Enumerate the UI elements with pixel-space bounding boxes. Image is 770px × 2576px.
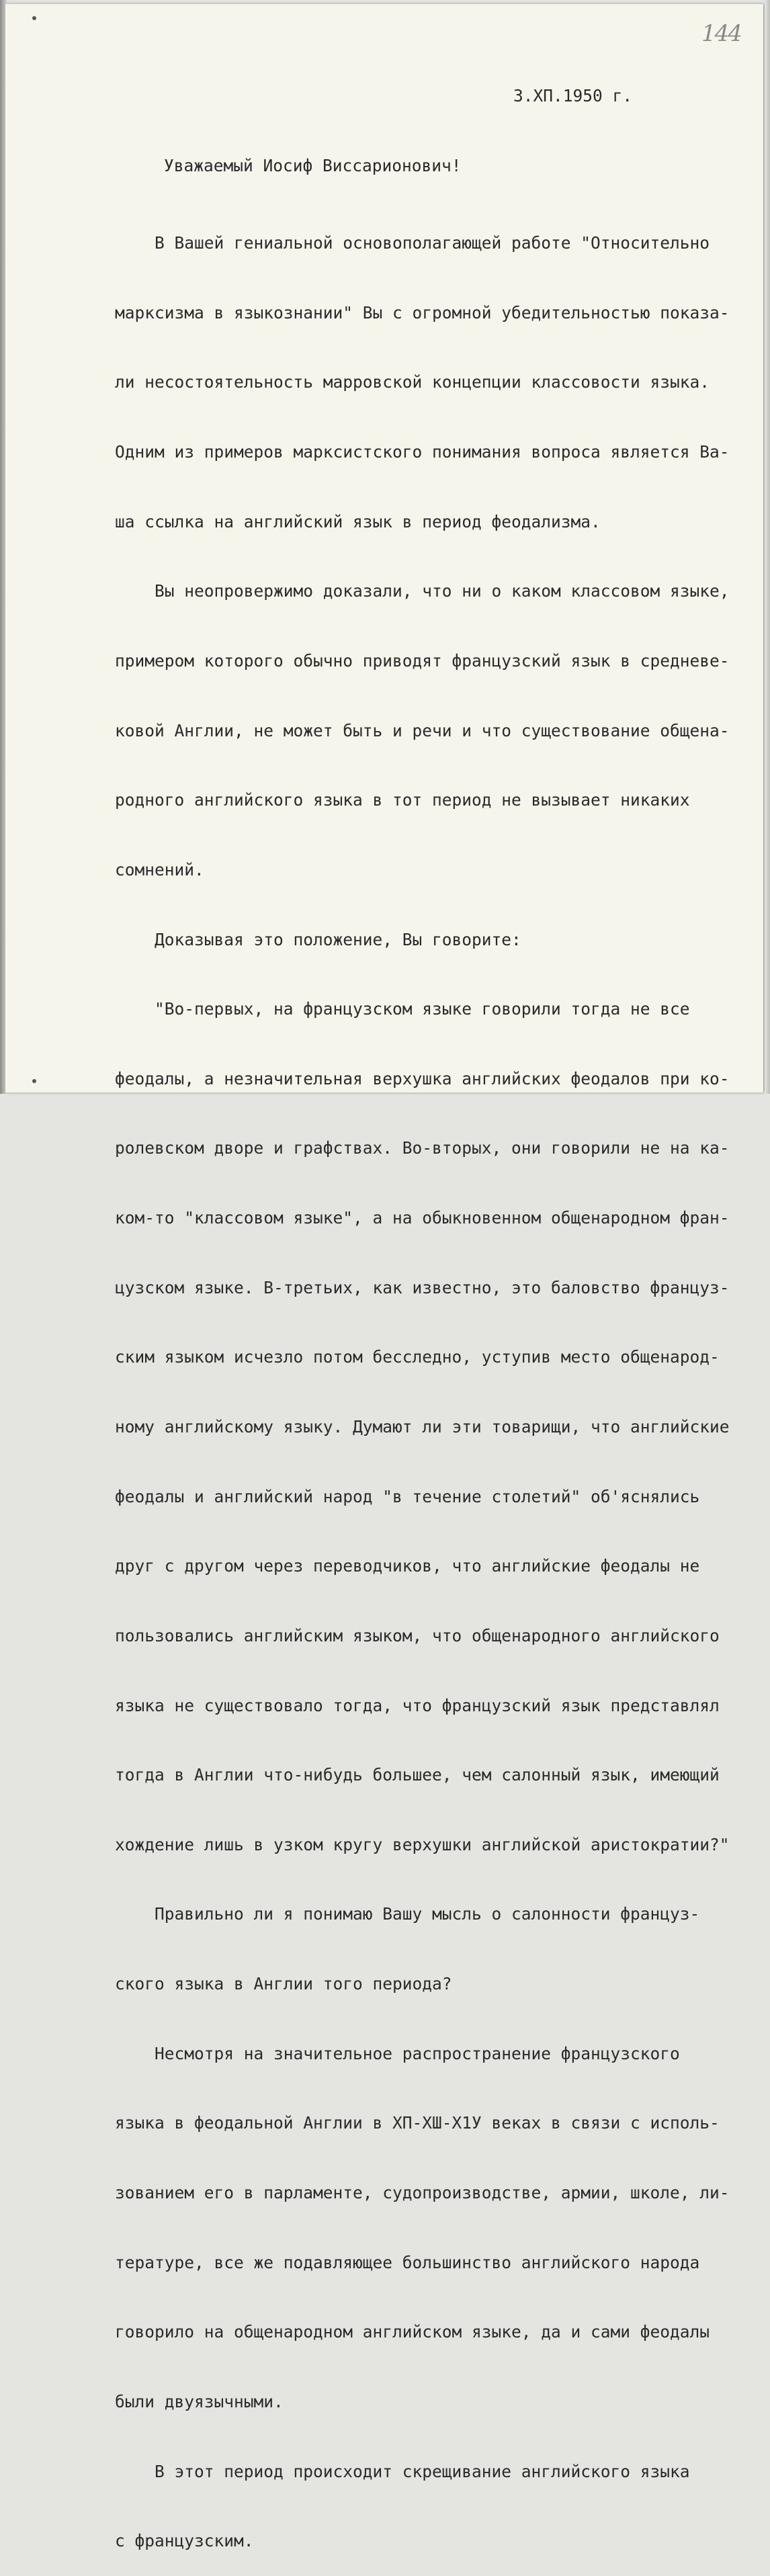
text-line: В этот период происходит скрещивание английского языка [115, 2461, 690, 2481]
text-line: говорило на общенародном английском языке, да и сами феодалы [115, 2322, 710, 2342]
letter-salutation: Уважаемый Иосиф Виссарионович! [164, 156, 462, 175]
text-line: ролевском дворе и графствах. Во-вторых, они говорили не на ка- [115, 1138, 730, 1158]
text-line: ковой Англии, не может быть и речи и что существование общена- [115, 720, 730, 740]
page-right-edge [765, 0, 770, 1094]
text-line: зованием его в парламенте, судопроизводстве, армии, школе, ли- [115, 2183, 730, 2203]
text-line: языка не существовало тогда, что французский язык представлял [115, 1695, 720, 1715]
staple-hole [32, 16, 36, 20]
text-line: ским языком исчезло потом бесследно, уступив место общенарод- [115, 1347, 720, 1367]
text-line: Вы неопровержимо доказали, что ни о каком классовом языке, [115, 581, 730, 601]
text-line: цузском языке. В-третьих, как известно, это баловство француз- [115, 1277, 730, 1297]
text-line: ному английскому языку. Думают ли эти товарищи, что английские [115, 1416, 730, 1436]
letter-body [115, 185, 730, 2576]
text-line: ком-то "классовом языке", а на обыкновенном общенародном фран- [115, 1208, 730, 1228]
letter-date: 3.ХП.1950 г. [513, 86, 633, 105]
text-line: с французским. [115, 2531, 254, 2551]
text-line: примером которого обычно приводят французский язык в средневе- [115, 650, 730, 671]
text-line: хождение лишь в узком кругу верхушки английской аристократии?" [115, 1834, 730, 1854]
text-line: ша ссылка на английский язык в период феодализма. [115, 511, 601, 531]
text-line: марксизма в языкознании" Вы с огромной убедительностью показа- [115, 302, 730, 323]
text-line: Правильно ли я понимаю Вашу мысль о салонности француз- [115, 1904, 700, 1924]
text-line: пользовались английским языком, что общенародного английского [115, 1625, 720, 1645]
text-line: были двуязычными. [115, 2391, 284, 2411]
text-line: феодалы и английский народ "в течение столетий" об'яснялись [115, 1486, 700, 1506]
text-line: Доказывая это положение, Вы говорите: [115, 929, 521, 949]
text-line: ли несостоятельность марровской концепции классовости языка. [115, 372, 710, 392]
text-line: тературе, все же подавляющее большинство английского народа [115, 2252, 700, 2272]
text-line: родного английского языка в тот период не вызывает никаких [115, 790, 690, 810]
text-line: феодалы, а незначительная верхушка английских феодалов при ко- [115, 1068, 730, 1088]
text-line: ского языка в Англии того периода? [115, 1974, 452, 1994]
text-line: языка в феодальной Англии в ХП-ХШ-Х1У веках в связи с исполь- [115, 2113, 720, 2133]
text-line: тогда в Англии что-нибудь большее, чем салонный язык, имеющий [115, 1765, 720, 1785]
text-line: Несмотря на значительное распространение французского [115, 2043, 680, 2063]
text-line: друг с другом через переводчиков, что английские феодалы не [115, 1556, 700, 1576]
text-line: сомнений. [115, 859, 204, 879]
text-line: "Во-первых, на французском языке говорили тогда не все [115, 999, 690, 1019]
text-line: В Вашей гениальной основополагающей работе "Относительно [115, 233, 710, 253]
folio-number: 144 [701, 20, 741, 47]
staple-hole [32, 1079, 36, 1083]
text-line: Одним из примеров марксистского понимания вопроса является Ва- [115, 442, 730, 462]
